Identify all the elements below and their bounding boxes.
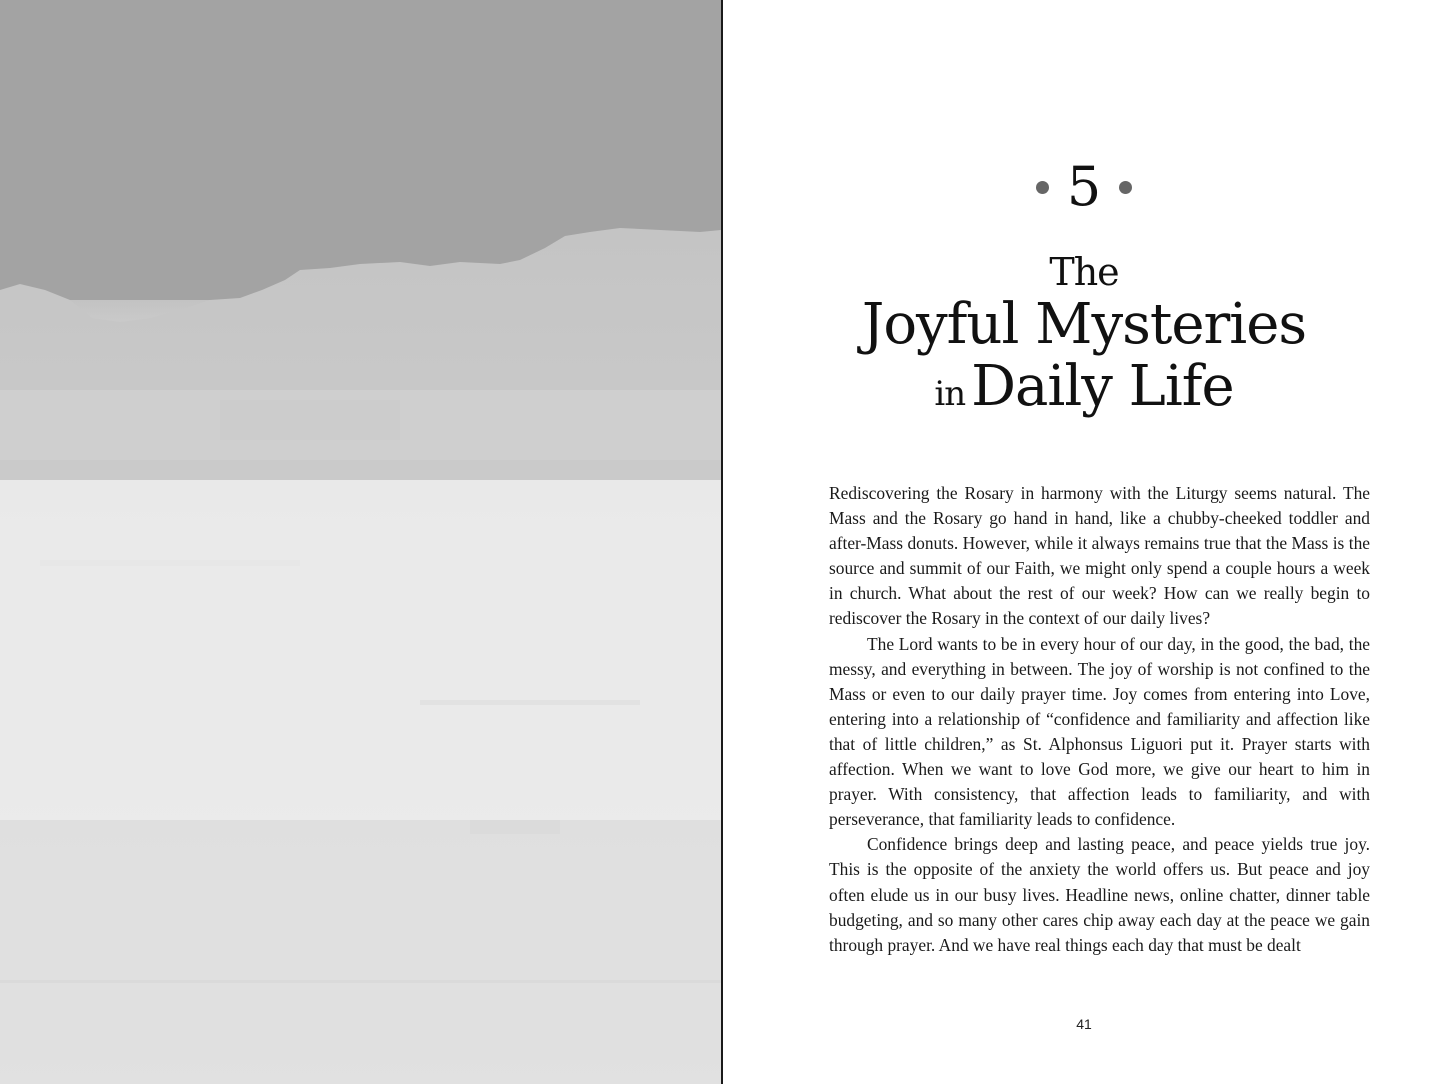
right-page (723, 0, 1445, 1084)
bullet-ornament-left (1036, 181, 1049, 194)
chapter-title-line-3-prefix: in (934, 374, 966, 414)
page-number: 41 (1076, 1016, 1092, 1032)
chapter-title-line-2: Joyful Mysteries (861, 292, 1307, 357)
chapter-title-line-3 (723, 356, 1445, 425)
chapter-title-line-3-main: Daily Life (971, 354, 1234, 419)
body-paragraph: The Lord wants to be in every hour of our day, in the good, the bad, the messy, and everything in between. The joy of worship is not confined to the Mass or even to our daily prayer time. Joy comes from entering into Love, entering into a relationship of “confidence and familiarity and affection like that of little children,” as St. Alphonsus Liguori put it. Prayer starts with affection. When we want to love God more, we give our heart to him in prayer. With consistency, that affection leads to familiarity, and with perseverance, that familiarity leads to confidence. (829, 633, 1370, 830)
chapter-title (723, 250, 1445, 425)
bullet-ornament-right (1119, 181, 1132, 194)
body-paragraph: Rediscovering the Rosary in harmony with the Liturgy seems natural. The Mass and the Rosary go hand in hand, like a chubby-cheeked toddler and after-Mass donuts. However, while it always remains true that the Mass is the source and summit of our Faith, we might only spend a couple hours a week in church. What about the rest of our week? How can we really begin to rediscover the Rosary in the context of our daily lives? (829, 483, 1370, 629)
body-text (829, 481, 1370, 958)
chapter-title-line-1: The (1049, 250, 1119, 294)
chapter-number: 5 (1066, 155, 1102, 218)
body-paragraph: Confidence brings deep and lasting peace, and peace yields true joy. This is the opposite of the anxiety the world offers us. But peace and joy often elude us in our busy lives. Headline news, online chatter, dinner table budgeting, and so many other cares chip away each day at the peace we gain through prayer. And we have real things each day that must be dealt (829, 834, 1370, 955)
chapter-number-heading (723, 152, 1445, 222)
painted-wall-image (0, 0, 721, 1084)
left-page-image (0, 0, 721, 1084)
